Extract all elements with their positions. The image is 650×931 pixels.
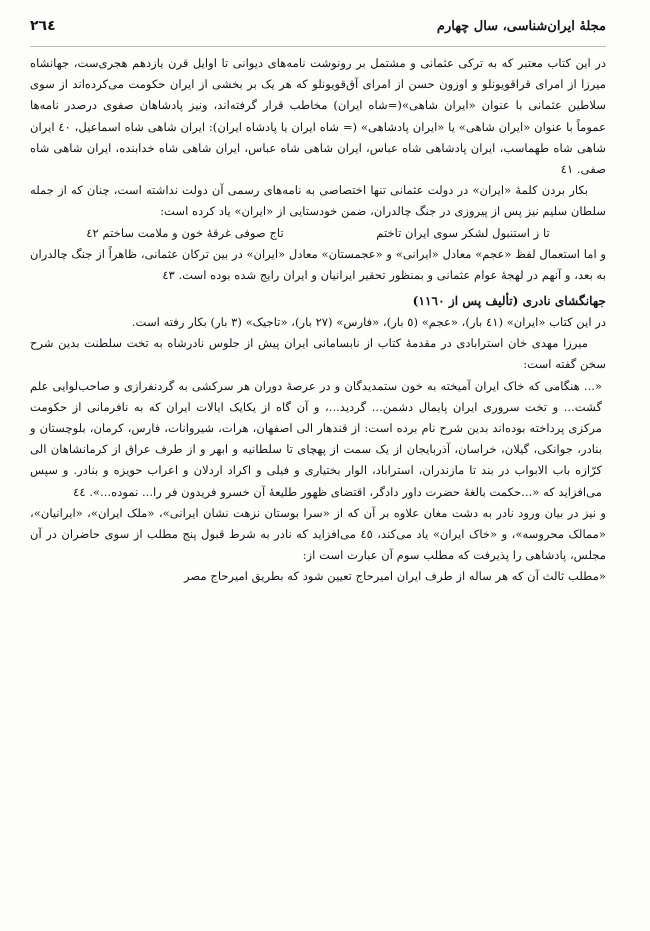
running-header [30, 18, 606, 47]
paragraph-ajam: و اما استعمال لفظ «عجم» معادل «ایرانی» و «عجمستان» معادل «ایران» در بین ترکان عثمانی، ظاهراً از جنگ چالدران به بعد، و آنهم در لهجۀ عوام عثمانی و بمنظور تحقیر ایرانیان و ایران رایج شده بوده است. ٤٣ [30, 246, 606, 282]
paragraph-quotation: «... هنگامی که خاک ایران آمیخته به خون ستمدیدگان و در عرصۀ دوران هر سرکشی به گردنفرازی و صاحب‌لوایی علم گشت... و تخت سروری ایران پایمال دشمن... گردید...، و آن گاه از یکایک ایالات ایران که به نافرمانی از حکومت مرکزی پرداخته بوده‌اند بدین شرح نام برده است: از قندهار الی اصفهان، هرات، شیروانات، فارس، کرمان، بلوچستان و بنادر، جوانکی، گیلان، خراسان، آذربایجان از یک سمت از پهچای تا سلطانیه و ابهر و از طرف عراق از کرمانشاهان الی کرّازه باب الابواب در بند تا مازندران، استراباد، الوار بختیاری و فیلی و اکراد اردلان و اعراب حویزه و بنادر. و سپس می‌افزاید که «...حکمت بالغۀ حضرت داور دادگر، اقتضای ظهور طلیعۀ آن خسرو فریدون فر را... نموده...». ٤٤ [30, 378, 602, 499]
journal-title: مجلۀ ایران‌شناسی، سال چهارم [436, 19, 606, 34]
page-number: ٢٦٤ [30, 18, 56, 34]
verse-hemistich: تا ز استنبول لشکر سوی ایران تاختم [376, 225, 550, 240]
paragraph-mirza-mahdi: میرزا مهدی خان استرابادی در مقدمۀ کتاب از نابسامانی ایران پیش از جلوس نادرشاه به تخت سلطنت بدین شرح سخن گفته است: [30, 336, 606, 372]
paragraph-iran-usage: بکار بردن کلمۀ «ایران» در دولت عثمانی تنها اختصاصی به نامه‌های رسمی آن دولت نداشته است، چنان که از جمله سلطان سلیم نیز پس از پیروزی در جنگ چالدران، ضمن خودستایی از «ایران» یاد کرده است: [30, 183, 606, 219]
verse-hemistich: تاج صوفی غرقۀ خون و ملامت ساختم ٤٢ [86, 225, 284, 240]
paragraph-ottoman-letters: در این کتاب معتبر که به ترکی عثمانی و مشتمل بر رونوشت نامه‌های دیوانی تا اوایل قرن یازدهم هجری‌ست، جهانشاه میرزا از امرای قراقویونلو و اوزون حسن از امرای آق‌قویونلو که هر یک بر بخشی از ایران حکومت می‌کرده‌اند از سوی سلاطین عثمانی با عنوان «ایران شاهی»(=شاه ایران) مخاطب قرار گرفته‌اند، ونیز پادشاهان صفوی درصدر نامه‌ها عموماً با عنوان «ایران شاهی» یا «ایران پادشاهی» (= شاه ایران یا پادشاه ایران): ایران شاهی شاه اسماعیل، ٤٠ ایران شاهی شاه طهماسب، ایران پادشاهی شاه عباس، ایران شاهی شاه عباس، ایران شاهی شاه خدابنده، ایران شاهی شاه صفی. ٤١ [30, 56, 606, 177]
paragraph-word-counts: در این کتاب «ایران» (٤١ بار)، «عجم» (٥ بار)، «فارس» (٢٧ بار)، «تاجیک» (٣ بار) بکار رفته است. [131, 315, 606, 330]
section-heading: جهانگشای نادری (تألیف پس از ١١٦٠) [412, 294, 606, 309]
verse-couplet [40, 223, 596, 244]
paragraph-third-condition: «مطلب ثالث آن که هر ساله از طرف ایران امیرحاج تعیین شود که بطریق امیرحاج مصر [184, 569, 606, 584]
paragraph-moghan: و نیز در بیان ورود نادر به دشت مغان علاوه بر آن که از «سرا بوستان نزهت نشان ایرانی»، «ملک ایران»، «ایرانیان»، «ممالک محروسه»، و «خاک ایران» یاد می‌کند، ٤٥ می‌افزاید که نادر به شرط قبول پنج مطلب از سوی حاضران در آن مجلس، پادشاهی را پذیرفت که مطلب سوم آن عبارت است از: [30, 505, 606, 563]
body-text [30, 53, 606, 588]
